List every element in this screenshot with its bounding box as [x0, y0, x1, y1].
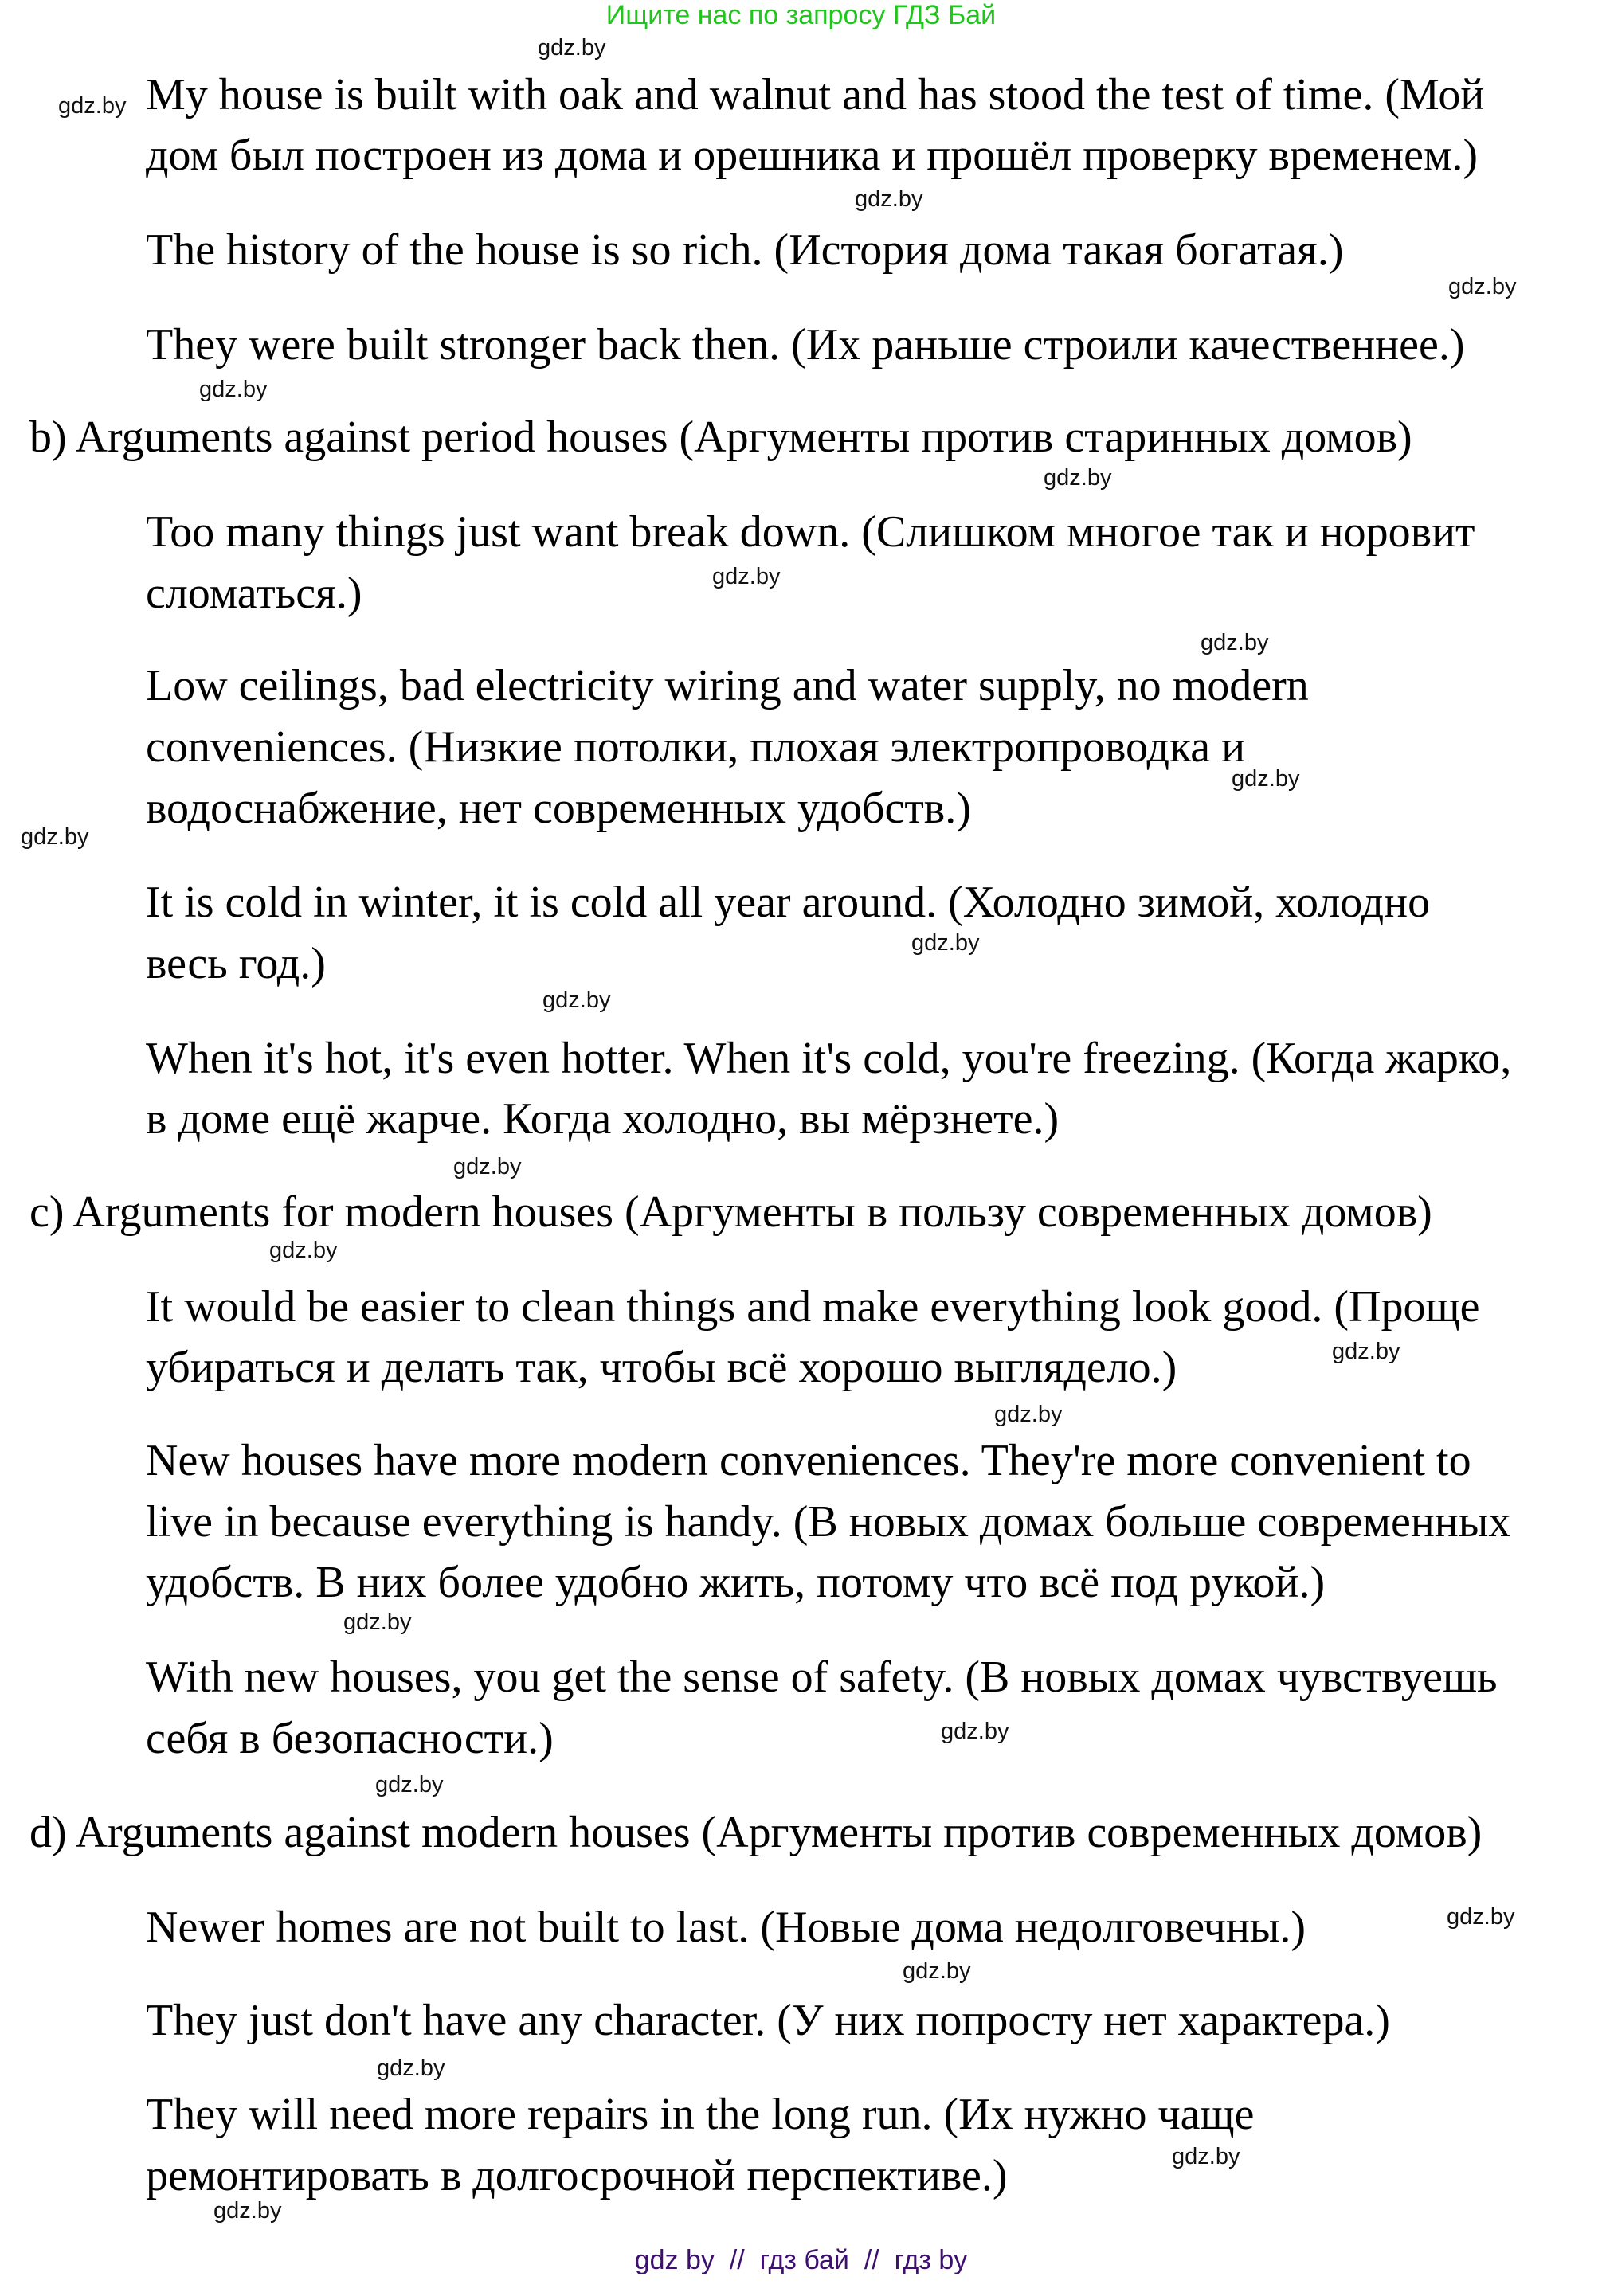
watermark: gdz.by	[994, 1402, 1063, 1427]
watermark: gdz.by	[1201, 630, 1269, 655]
watermark: gdz.by	[911, 930, 980, 956]
argument-line: My house is built with oak and walnut and has stood the test of time. (Мой	[146, 70, 1485, 119]
argument-line: They will need more repairs in the long run. (Их нужно чаще	[146, 2090, 1255, 2139]
argument-line: в доме ещё жарче. Когда холодно, вы мёрзнете.)	[146, 1094, 1060, 1144]
watermark: gdz.by	[375, 1772, 444, 1797]
watermark: gdz.by	[343, 1610, 412, 1635]
watermark: gdz.by	[1232, 766, 1300, 792]
watermark: gdz.by	[1448, 274, 1517, 299]
watermark: gdz.by	[542, 988, 611, 1013]
watermark: gdz.by	[199, 377, 268, 402]
argument-line: New houses have more modern conveniences. They're more convenient to	[146, 1436, 1471, 1485]
argument-line: When it's hot, it's even hotter. When it's cold, you're freezing. (Когда жарко,	[146, 1034, 1512, 1083]
watermark: gdz.by	[1447, 1904, 1515, 1930]
argument-line: live in because everything is handy. (В новых домах больше современных	[146, 1497, 1511, 1547]
argument-line: They were built stronger back then. (Их раньше строили качественнее.)	[146, 320, 1465, 370]
section-heading-d: d) Arguments against modern houses (Аргументы против современных домов)	[29, 1808, 1483, 1857]
argument-line: It is cold in winter, it is cold all year around. (Холодно зимой, холодно	[146, 878, 1431, 927]
argument-line: дом был построен из дома и орешника и прошёл проверку временем.)	[146, 131, 1479, 180]
section-heading-c: c) Arguments for modern houses (Аргументы в пользу современных домов)	[29, 1187, 1432, 1237]
section-heading-b: b) Arguments against period houses (Аргументы против старинных домов)	[29, 413, 1412, 462]
watermark: gdz.by	[58, 93, 127, 119]
watermark: gdz.by	[538, 35, 606, 61]
footer-links: gdz by // гдз бай // гдз by	[634, 2245, 968, 2275]
watermark: gdz.by	[712, 564, 781, 589]
watermark: gdz.by	[21, 824, 89, 850]
argument-line: водоснабжение, нет современных удобств.)	[146, 784, 971, 833]
argument-line: сломаться.)	[146, 569, 362, 618]
watermark: gdz.by	[377, 2055, 445, 2081]
argument-line: весь год.)	[146, 939, 326, 988]
argument-line: убираться и делать так, чтобы всё хорошо выглядело.)	[146, 1343, 1177, 1392]
watermark: gdz.by	[213, 2198, 282, 2224]
search-banner: Ищите нас по запросу ГДЗ Бай	[605, 0, 997, 30]
watermark: gdz.by	[453, 1154, 522, 1179]
argument-line: Low ceilings, bad electricity wiring and water supply, no modern	[146, 661, 1309, 710]
argument-line: ремонтировать в долгосрочной перспективе.)	[146, 2151, 1008, 2200]
argument-line: They just don't have any character. (У них попросту нет характера.)	[146, 1996, 1390, 2045]
watermark: gdz.by	[1332, 1339, 1400, 1364]
argument-line: себя в безопасности.)	[146, 1714, 554, 1763]
argument-line: Newer homes are not built to last. (Новые дома недолговечны.)	[146, 1903, 1306, 1952]
watermark: gdz.by	[1172, 2144, 1240, 2169]
watermark: gdz.by	[941, 1719, 1009, 1744]
argument-line: Too many things just want break down. (Слишком многое так и норовит	[146, 507, 1475, 557]
watermark: gdz.by	[903, 1958, 971, 1984]
argument-line: With new houses, you get the sense of safety. (В новых домах чувствуешь	[146, 1653, 1498, 1702]
argument-line: удобств. В них более удобно жить, потому что всё под рукой.)	[146, 1558, 1326, 1607]
argument-line: conveniences. (Низкие потолки, плохая электропроводка и	[146, 722, 1246, 772]
watermark: gdz.by	[1044, 465, 1112, 491]
watermark: gdz.by	[855, 186, 923, 212]
watermark: gdz.by	[269, 1238, 338, 1263]
argument-line: It would be easier to clean things and make everything look good. (Проще	[146, 1282, 1480, 1332]
argument-line: The history of the house is so rich. (История дома такая богатая.)	[146, 225, 1344, 275]
